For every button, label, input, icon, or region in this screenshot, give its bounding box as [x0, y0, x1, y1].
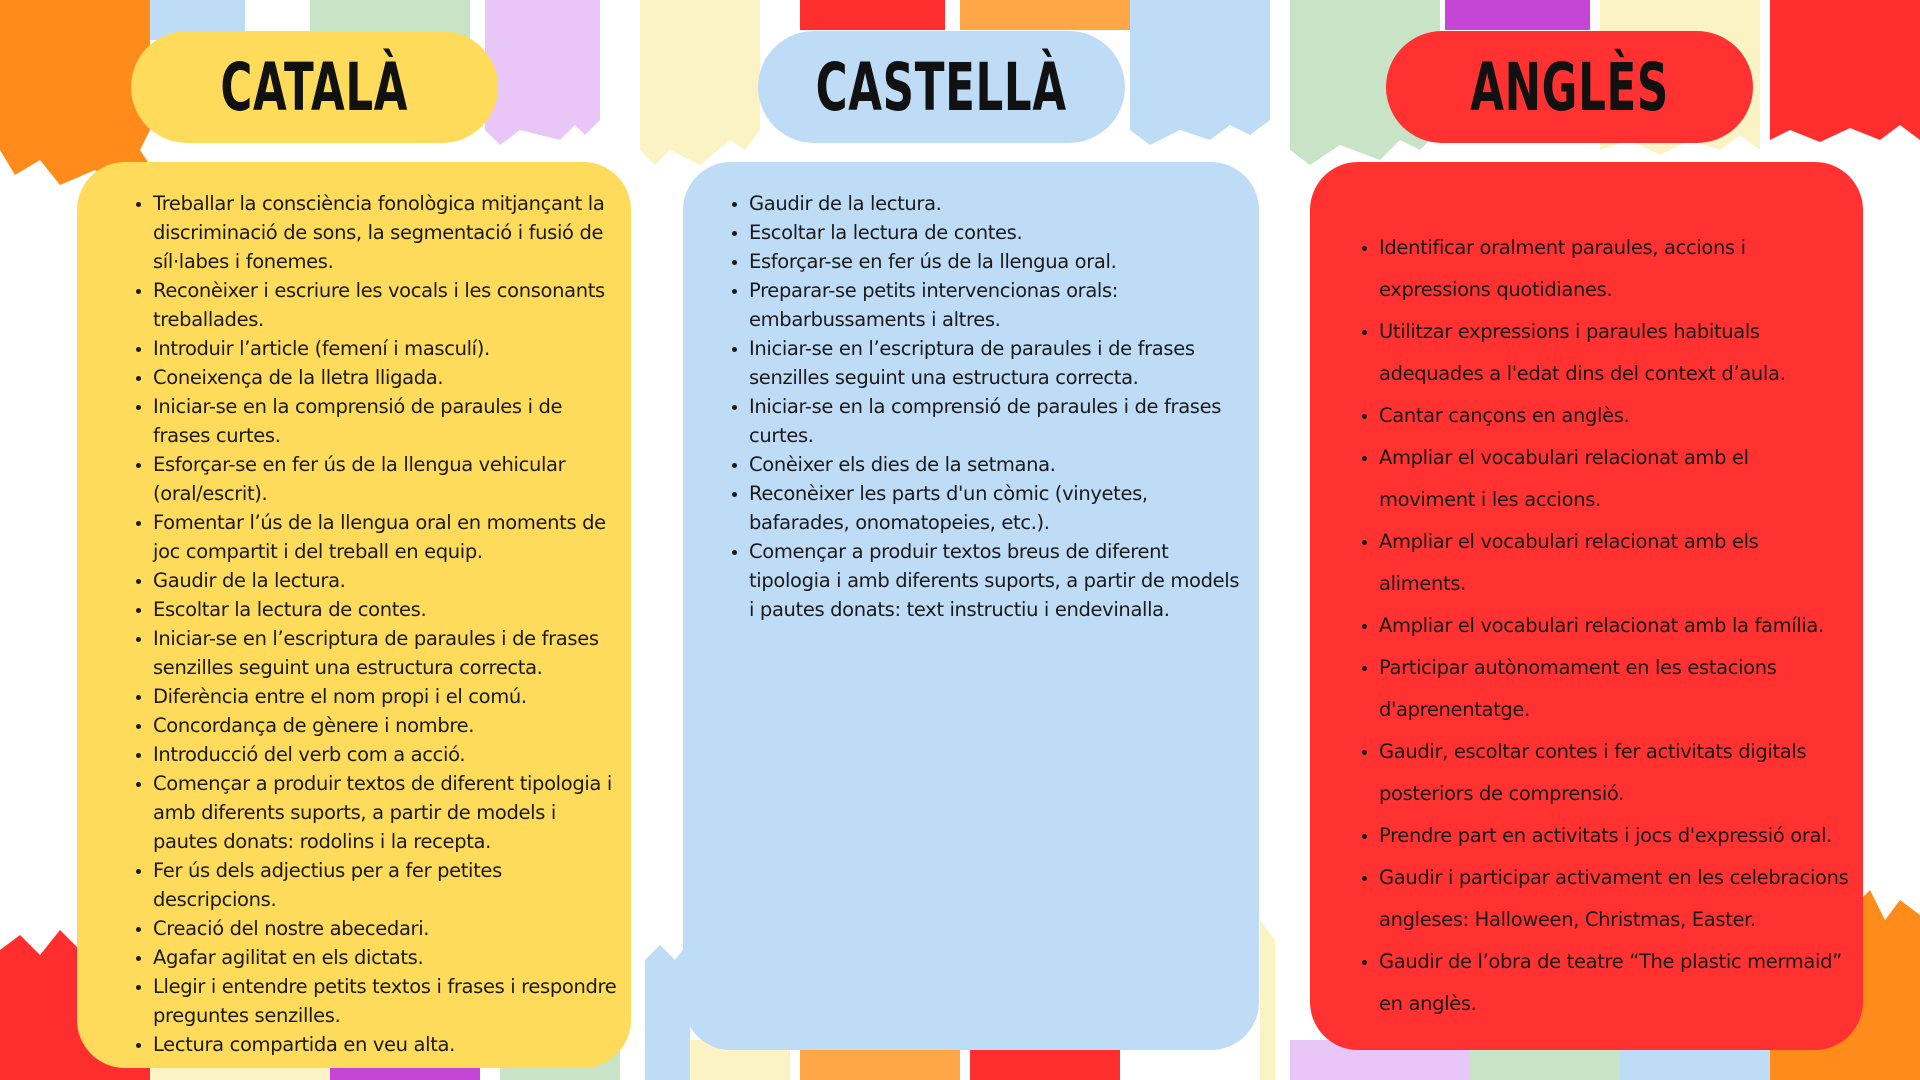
list-item: • Prendre part en activitats i jocs d'expressió oral.	[1379, 815, 1849, 857]
list-item: • Ampliar el vocabulari relacionat amb els aliments.	[1379, 521, 1849, 605]
list-item: • Iniciar-se en la comprensió de paraules i de frases curtes.	[153, 392, 617, 450]
catala-header	[131, 31, 498, 143]
list-item: • Iniciar-se en l’escriptura de paraules i de frases senzilles seguint una estructura correcta.	[153, 624, 617, 682]
angles-header	[1386, 31, 1753, 143]
list-item: • Esforçar-se en fer ús de la llengua oral.	[749, 247, 1245, 276]
castella-card	[683, 162, 1259, 1050]
list-item: • Ampliar el vocabulari relacionat amb la família.	[1379, 605, 1849, 647]
list-item: • Fer ús dels adjectius per a fer petites descripcions.	[153, 856, 617, 914]
angles-objectives-list	[1343, 227, 1849, 1025]
list-item: • Introducció del verb com a acció.	[153, 740, 617, 769]
angles-title: ANGLÈS	[1470, 48, 1669, 126]
list-item: • Treballar la consciència fonològica mitjançant la discriminació de sons, la segmentació i fusió de síl·labes i fonemes.	[153, 189, 617, 276]
list-item: • Diferència entre el nom propi i el comú.	[153, 682, 617, 711]
list-item: • Creació del nostre abecedari.	[153, 914, 617, 943]
list-item: • Preparar-se petits intervencionas orals: embarbussaments i altres.	[749, 276, 1245, 334]
catala-objectives-list	[117, 189, 617, 1059]
list-item: • Gaudir de la lectura.	[749, 189, 1245, 218]
list-item: • Reconèixer les parts d'un còmic (vinyetes, bafarades, onomatopeies, etc.).	[749, 479, 1245, 537]
list-item: • Participar autònomament en les estacions d'aprenentatge.	[1379, 647, 1849, 731]
castella-header	[758, 31, 1125, 143]
list-item: • Gaudir, escoltar contes i fer activitats digitals posteriors de comprensió.	[1379, 731, 1849, 815]
list-item: • Començar a produir textos de diferent tipologia i amb diferents suports, a partir de models i pautes donats: rodolins i la recepta.	[153, 769, 617, 856]
list-item: • Coneixença de la lletra lligada.	[153, 363, 617, 392]
angles-card	[1310, 162, 1863, 1050]
list-item: • Gaudir de la lectura.	[153, 566, 617, 595]
list-item: • Començar a produir textos breus de diferent tipologia i amb diferents suports, a partir de models i pautes donats: text instructiu i endevinalla.	[749, 537, 1245, 624]
list-item: • Identificar oralment paraules, accions i expressions quotidianes.	[1379, 227, 1849, 311]
list-item: • Gaudir i participar activament en les celebracions angleses: Halloween, Christmas, Easter.	[1379, 857, 1849, 941]
list-item: • Gaudir de l’obra de teatre “The plastic mermaid” en anglès.	[1379, 941, 1849, 1025]
castella-title: CASTELLÀ	[815, 48, 1068, 126]
list-item: • Utilitzar expressions i paraules habituals adequades a l'edat dins del context d’aula.	[1379, 311, 1849, 395]
list-item: • Introduir l’article (femení i masculí).	[153, 334, 617, 363]
list-item: • Escoltar la lectura de contes.	[749, 218, 1245, 247]
list-item: • Escoltar la lectura de contes.	[153, 595, 617, 624]
list-item: • Cantar cançons en anglès.	[1379, 395, 1849, 437]
list-item: • Fomentar l’ús de la llengua oral en moments de joc compartit i del treball en equip.	[153, 508, 617, 566]
list-item: • Agafar agilitat en els dictats.	[153, 943, 617, 972]
list-item: • Ampliar el vocabulari relacionat amb el moviment i les accions.	[1379, 437, 1849, 521]
list-item: • Reconèixer i escriure les vocals i les consonants treballades.	[153, 276, 617, 334]
list-item: • Llegir i entendre petits textos i frases i respondre preguntes senzilles.	[153, 972, 617, 1030]
catala-title: CATALÀ	[220, 48, 409, 126]
castella-objectives-list	[713, 189, 1245, 624]
list-item: • Iniciar-se en la comprensió de paraules i de frases curtes.	[749, 392, 1245, 450]
list-item: • Esforçar-se en fer ús de la llengua vehicular (oral/escrit).	[153, 450, 617, 508]
list-item: • Concordança de gènere i nombre.	[153, 711, 617, 740]
list-item: • Iniciar-se en l’escriptura de paraules i de frases senzilles seguint una estructura correcta.	[749, 334, 1245, 392]
list-item: • Lectura compartida en veu alta.	[153, 1030, 617, 1059]
catala-card	[77, 162, 631, 1068]
list-item: • Conèixer els dies de la setmana.	[749, 450, 1245, 479]
